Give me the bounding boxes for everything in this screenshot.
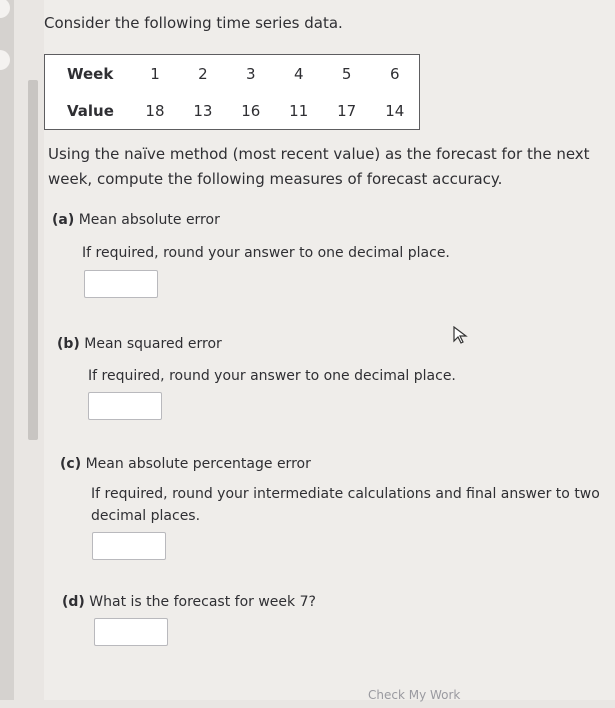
value-cell: 18 [145,101,165,120]
value-cell: 11 [289,101,309,120]
week-cell: 1 [150,64,160,83]
question-b-title [57,336,222,352]
week-cell: 5 [341,64,352,83]
question-a-note: If required, round your answer to one decimal place. [82,245,450,261]
cursor-icon [452,326,470,344]
question-text: What is the forecast for week 7? [89,594,316,610]
question-b-note: If required, round your answer to one decimal place. [88,368,456,384]
value-cell: 17 [337,101,357,120]
intro-text: Consider the following time series data. [44,14,343,32]
question-d-title [62,594,316,610]
forecast-week-7-input[interactable] [94,618,168,646]
value-cell: 16 [241,101,261,120]
time-series-table [44,54,420,130]
panel-tab[interactable] [0,0,10,18]
week-cell: 6 [390,64,400,83]
question-panel [44,0,615,700]
question-a-title [52,212,220,228]
week-cell: 4 [293,64,304,83]
mape-answer-input[interactable] [92,532,166,560]
question-c-note: If required, round your intermediate calculations and final answer to two decimal places. [91,486,600,524]
question-letter: (d) [62,594,85,610]
check-my-work-button[interactable]: Check My Work [368,688,461,702]
row-label-value: Value [67,101,114,120]
panel-tab[interactable] [0,50,10,70]
week-cell: 2 [198,64,208,83]
instructions: Using the naïve method (most recent value) as the forecast for the next week, compute the following measures of forecast accuracy. [48,145,590,188]
question-letter: (a) [52,212,75,228]
value-cell: 14 [385,101,405,120]
left-edge-panel [0,0,14,700]
table-row [45,92,420,130]
table-row [45,55,420,93]
question-c-title [60,456,311,472]
scrollbar[interactable] [28,80,38,440]
row-label-week: Week [67,64,114,83]
mse-answer-input[interactable] [88,392,162,420]
value-cell: 13 [193,101,213,120]
question-letter: (b) [57,336,80,352]
question-letter: (c) [60,456,82,472]
week-cell: 3 [246,64,256,83]
mae-answer-input[interactable] [84,270,158,298]
question-text: Mean absolute error [78,212,220,228]
question-text: Mean absolute percentage error [85,456,311,472]
question-text: Mean squared error [84,336,222,352]
